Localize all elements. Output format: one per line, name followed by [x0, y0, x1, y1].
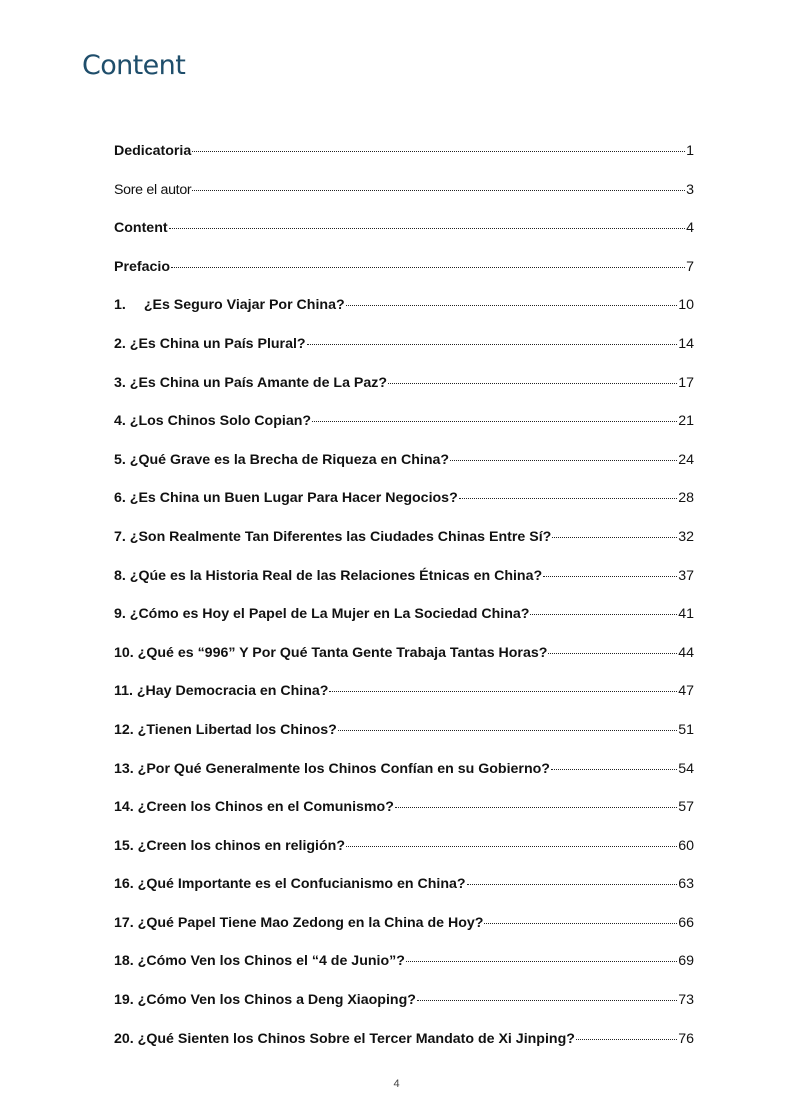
toc-entry-page: 66 [678, 914, 694, 931]
toc-entry-page: 37 [678, 567, 694, 584]
toc-entry-page: 57 [678, 799, 694, 816]
toc-dot-leader [346, 846, 677, 847]
toc-entry[interactable] [114, 370, 694, 409]
toc-dot-leader [459, 498, 677, 499]
toc-entry-title: 4. ¿Los Chinos Solo Copian? [114, 413, 312, 430]
page-number: 4 [393, 1078, 400, 1090]
toc-entry-page: 28 [678, 490, 694, 507]
toc-entry-title: 9. ¿Cómo es Hoy el Papel de La Mujer en La Sociedad China? [114, 606, 530, 623]
toc-entry[interactable] [114, 138, 694, 177]
toc-entry-number: 1. [114, 297, 126, 314]
toc-dot-leader [169, 228, 686, 229]
toc-entry-title: 20. ¿Qué Sienten los Chinos Sobre el Tercer Mandato de Xi Jinping? [114, 1030, 575, 1047]
toc-entry-page: 21 [678, 413, 694, 430]
toc-dot-leader [484, 923, 677, 924]
toc-entry-page: 51 [678, 721, 694, 738]
page-title: Content [82, 50, 186, 81]
toc-entry[interactable] [114, 678, 694, 717]
toc-entry[interactable] [114, 1026, 694, 1065]
toc-entry[interactable] [114, 910, 694, 949]
toc-entry[interactable] [114, 447, 694, 486]
toc-entry-page: 24 [678, 451, 694, 468]
toc-entry-title: 3. ¿Es China un País Amante de La Paz? [114, 374, 388, 391]
toc-entry-title: 5. ¿Qué Grave es la Brecha de Riqueza en China? [114, 451, 450, 468]
toc-entry-title: 18. ¿Cómo Ven los Chinos el “4 de Junio”? [114, 953, 405, 970]
toc-dot-leader [192, 190, 685, 191]
toc-entry-page: 41 [678, 606, 694, 623]
toc-entry[interactable] [114, 948, 694, 987]
toc-entry[interactable] [114, 756, 694, 795]
toc-dot-leader [548, 653, 677, 654]
toc-entry-page: 47 [678, 683, 694, 700]
toc-entry[interactable] [114, 717, 694, 756]
toc-dot-leader [346, 305, 678, 306]
toc-entry-title: 6. ¿Es China un Buen Lugar Para Hacer Negocios? [114, 490, 458, 507]
toc-entry[interactable] [114, 524, 694, 563]
toc-entry[interactable] [114, 177, 694, 216]
toc-entry[interactable] [114, 292, 694, 331]
toc-entry-page: 63 [678, 876, 694, 893]
toc-entry[interactable] [114, 563, 694, 602]
toc-entry-page: 73 [678, 992, 694, 1009]
toc-entry[interactable] [114, 331, 694, 370]
toc-entry-title: 10. ¿Qué es “996” Y Por Qué Tanta Gente Trabaja Tantas Horas? [114, 644, 548, 661]
toc-entry-title: Prefacio [114, 258, 170, 275]
toc-entry-title: 8. ¿Qúe es la Historia Real de las Relaciones Étnicas en China? [114, 567, 543, 584]
toc-dot-leader [307, 344, 678, 345]
toc-dot-leader [192, 151, 685, 152]
toc-dot-leader [450, 460, 677, 461]
toc-entry-page: 4 [686, 220, 694, 237]
toc-entry-title: 14. ¿Creen los Chinos en el Comunismo? [114, 799, 394, 816]
toc-entry-page: 3 [686, 181, 694, 198]
toc-entry-title: 13. ¿Por Qué Generalmente los Chinos Confían en su Gobierno? [114, 760, 550, 777]
toc-entry[interactable] [114, 485, 694, 524]
toc-entry-page: 17 [678, 374, 694, 391]
toc-entry[interactable] [114, 987, 694, 1026]
toc-dot-leader [551, 769, 677, 770]
toc-dot-leader [530, 614, 677, 615]
toc-entry-title: Dedicatoria [114, 143, 192, 159]
toc-entry[interactable] [114, 833, 694, 872]
toc-entry[interactable] [114, 215, 694, 254]
toc-entry-title: 11. ¿Hay Democracia en China? [114, 683, 329, 700]
toc-entry-title: 15. ¿Creen los chinos en religión? [114, 837, 345, 854]
toc-entry-title: Sore el autor [114, 181, 192, 198]
toc-dot-leader [406, 961, 677, 962]
toc-entry-page: 7 [686, 258, 694, 275]
toc-entry-page: 76 [678, 1030, 694, 1047]
toc-entry[interactable] [114, 601, 694, 640]
toc-entry-page: 44 [678, 644, 694, 661]
table-of-contents [114, 138, 694, 1064]
toc-entry-title: 16. ¿Qué Importante es el Confucianismo en China? [114, 876, 466, 893]
toc-dot-leader [467, 884, 678, 885]
toc-dot-leader [543, 576, 677, 577]
toc-entry-text: ¿Es Seguro Viajar Por China? [143, 297, 345, 314]
toc-entry-page: 54 [678, 760, 694, 777]
toc-dot-leader [395, 807, 677, 808]
toc-entry[interactable] [114, 871, 694, 910]
toc-dot-leader [552, 537, 677, 538]
toc-dot-leader [338, 730, 677, 731]
toc-entry[interactable] [114, 794, 694, 833]
toc-entry[interactable] [114, 254, 694, 293]
toc-entry-title: Content [114, 220, 168, 237]
toc-dot-leader [576, 1039, 677, 1040]
toc-entry-title: 7. ¿Son Realmente Tan Diferentes las Ciudades Chinas Entre Sí? [114, 528, 552, 545]
toc-entry-title: 17. ¿Qué Papel Tiene Mao Zedong en la China de Hoy? [114, 914, 484, 931]
toc-entry-title: 2. ¿Es China un País Plural? [114, 335, 306, 352]
toc-dot-leader [171, 267, 685, 268]
toc-entry-page: 60 [678, 837, 694, 854]
toc-entry-page: 69 [678, 953, 694, 970]
toc-dot-leader [329, 691, 677, 692]
toc-entry-page: 1 [686, 143, 694, 159]
toc-entry[interactable] [114, 408, 694, 447]
toc-dot-leader [388, 383, 677, 384]
toc-entry-page: 10 [678, 297, 694, 314]
toc-entry-title: 12. ¿Tienen Libertad los Chinos? [114, 721, 337, 738]
toc-dot-leader [312, 421, 677, 422]
toc-entry[interactable] [114, 640, 694, 679]
toc-entry-title: 19. ¿Cómo Ven los Chinos a Deng Xiaoping? [114, 992, 416, 1009]
toc-entry-title [114, 292, 345, 318]
toc-entry-page: 14 [678, 335, 694, 352]
toc-dot-leader [417, 1000, 677, 1001]
toc-entry-page: 32 [678, 528, 694, 545]
